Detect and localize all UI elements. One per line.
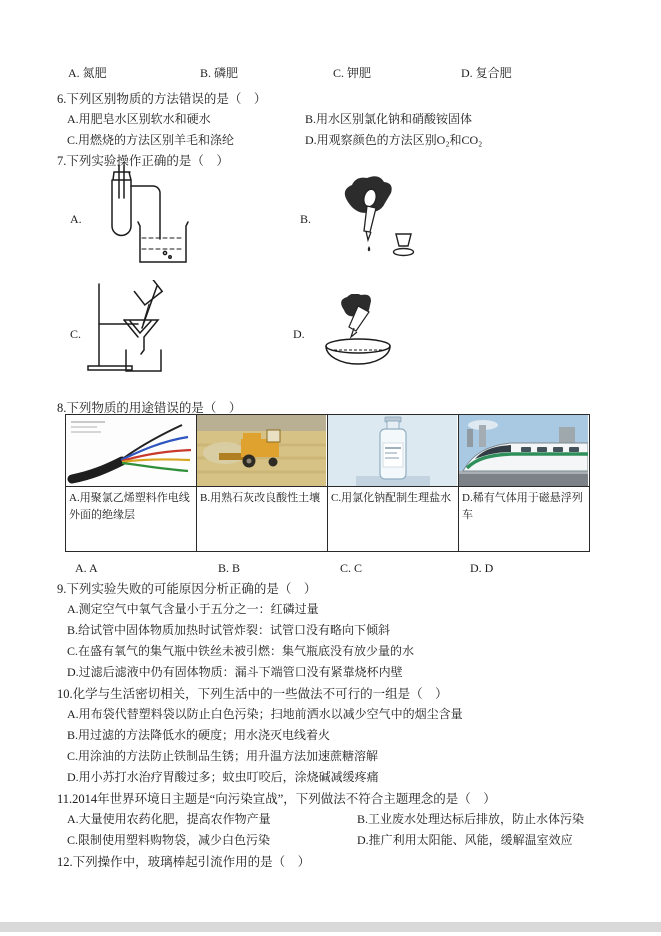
q10-title: 10.化学与生活密切相关，下列生活中的一些做法不可行的一组是（ ）: [57, 687, 448, 701]
pvc-wires-image: [66, 415, 195, 486]
q11-option-b: B.工业废水处理达标后排放，防止水体污染: [357, 812, 585, 826]
saline-bottle-illustration: [328, 415, 457, 486]
q8-answer-a: A. A: [75, 561, 98, 575]
q9-option-a: A.测定空气中氧气含量小于五分之一：红磷过量: [67, 602, 319, 616]
q8-answer-c: C. C: [340, 561, 363, 575]
q10-option-c: C.用涂油的方法防止铁制品生锈；用升温方法加速蔗糖溶解: [67, 749, 379, 763]
q11-option-a: A.大量使用农药化肥，提高农作物产量: [67, 812, 271, 826]
q8-caption-d: D.稀有气体用于磁悬浮列车: [462, 492, 583, 521]
q7-label-c: C.: [70, 327, 82, 341]
q11-title: 11.2014年世界环境日主题是“向污染宣战”，下列做法不符合主题理念的是（ ）: [57, 792, 496, 806]
q8-title: 8.下列物质的用途错误的是（ ）: [57, 401, 242, 415]
q10-option-d: D.用小苏打水治疗胃酸过多；蚊虫叮咬后，涂烧碱减缓疼痛: [67, 770, 379, 784]
q8-answer-b: B. B: [218, 561, 241, 575]
q5-option-c: C. 钾肥: [333, 66, 372, 80]
q7-label-a: A.: [70, 212, 82, 226]
q8-answer-d: D. D: [470, 561, 494, 575]
q10-option-b: B.用过滤的方法降低水的硬度；用水浇灭电线着火: [67, 728, 331, 742]
q6-option-a: A.用肥皂水区别软水和硬水: [67, 112, 211, 126]
q6-option-d: D.用观察颜色的方法区别O₂和CO₂: [305, 133, 483, 147]
q12-title: 12.下列操作中，玻璃棒起引流作用的是（ ）: [57, 855, 311, 869]
evaporating-dish-illustration: [306, 294, 411, 376]
filtration-setup-illustration: [86, 280, 201, 374]
q10-option-a: A.用布袋代替塑料袋以防止白色污染；扫地前洒水以减少空气中的烟尘含量: [67, 707, 463, 721]
q11-option-d: D.推广利用太阳能、风能，缓解温室效应: [357, 833, 573, 847]
gas-generation-apparatus-illustration: [85, 164, 210, 270]
harvester-illustration: [197, 415, 326, 486]
maglev-train-image: [459, 415, 588, 486]
q11-option-c: C.限制使用塑料购物袋，减少白色污染: [67, 833, 271, 847]
train-illustration: [459, 415, 588, 486]
q9-option-b: B.给试管中固体物质加热时试管炸裂：试管口没有略向下倾斜: [67, 623, 391, 637]
q5-option-a: A. 氮肥: [68, 66, 107, 80]
q9-title: 9.下列实验失败的可能原因分析正确的是（ ）: [57, 582, 317, 596]
q6-option-c: C.用燃烧的方法区别羊毛和涤纶: [67, 133, 235, 147]
harvester-image: [197, 415, 326, 486]
q7-label-b: B.: [300, 212, 312, 226]
q8-caption-b: B.用熟石灰改良酸性土壤: [200, 492, 321, 504]
q5-option-d: D. 复合肥: [461, 66, 512, 80]
q8-caption-c: C.用氯化钠配制生理盐水: [331, 492, 452, 504]
q6-title: 6.下列区别物质的方法错误的是（ ）: [57, 92, 267, 106]
page-bottom-strip: [0, 922, 661, 932]
saline-bottle-image: [328, 415, 457, 486]
q9-option-d: D.过滤后滤液中仍有固体物质：漏斗下端管口没有紧靠烧杯内壁: [67, 665, 403, 679]
wires-illustration: [66, 415, 195, 486]
q9-option-c: C.在盛有氧气的集气瓶中铁丝未被引燃：集气瓶底没有放少量的水: [67, 644, 415, 658]
q8-uses-table: [65, 414, 590, 552]
q5-option-b: B. 磷肥: [200, 66, 239, 80]
dropper-over-bottle-illustration: [318, 176, 433, 264]
q7-title: 7.下列实验操作正确的是（ ）: [57, 154, 229, 168]
q8-caption-a: A.用聚氯乙烯塑料作电线外面的绝缘层: [69, 492, 190, 521]
q7-label-d: D.: [293, 327, 305, 341]
q6-option-b: B.用水区别氯化钠和硝酸铵固体: [305, 112, 473, 126]
